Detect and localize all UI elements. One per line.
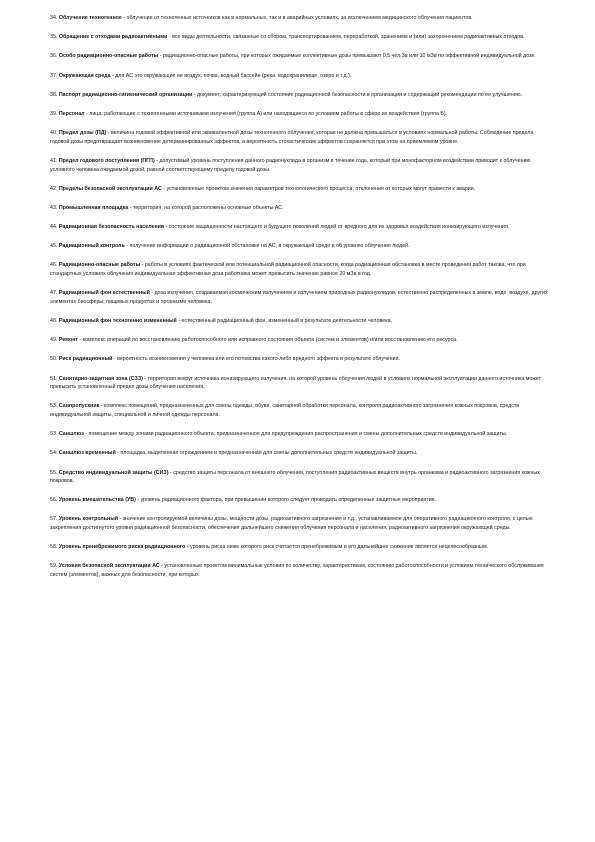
entry-definition: - средство защиты персонала от внешнего облучения, поступления радиоактивных веществ внутрь организма и радиоактивного загрязнения кожных покровов.: [50, 469, 540, 485]
entry-term: Уровень вмешательства (УВ): [58, 497, 136, 504]
entry-term: Радиационно-опасные работы: [58, 262, 141, 269]
entry-definition: - все виды деятельности, связанные со сбором, транспортированием, переработкой, хранением и (или) захоронением радиоактивных отходов.: [167, 34, 525, 41]
entry-number: 57.: [50, 516, 58, 523]
entry-number: 48.: [50, 318, 58, 324]
entry-number: 56.: [50, 497, 58, 504]
entry-definition: - установленные проектом минимальные условия по количеству, характеристикам, состоянию работоспособности и условиям технического обслуживания систем (элементов), важных для безопасности, при которых: [50, 563, 544, 579]
definition-entry: [50, 223, 554, 232]
entry-term: Предел дозы (ПД): [58, 130, 107, 137]
entry-term: Радиационная безопасность населения: [58, 224, 164, 231]
definition-entry: [50, 543, 554, 552]
definition-entry: [50, 72, 554, 81]
definition-entry: [50, 562, 554, 579]
definition-entry: [50, 496, 554, 505]
entry-definition: - вероятность возникновения у человека или его потомства какого-либо вредного эффекта в результате облучения.: [112, 356, 400, 363]
entry-number: 45.: [50, 243, 58, 250]
entry-term: Пределы безопасной эксплуатации АС: [58, 185, 162, 192]
entry-term: Уровень контрольный: [58, 516, 119, 523]
definition-entry: [50, 261, 554, 278]
entry-number: 37.: [50, 72, 58, 79]
entry-definition: - площадка, выделенная ограждением и предназначенная для смены дополнительных средств индивидуальной защиты.: [115, 450, 418, 457]
entry-term: Радиационный фон естественный: [58, 290, 150, 297]
entry-term: Санитарно-защитная зона (СЗЗ): [58, 375, 143, 382]
entry-term: Обращение с отходами радиоактивными: [58, 34, 168, 41]
entry-term: Саншлюз временный: [58, 450, 116, 457]
document-page: [50, 14, 554, 580]
entry-number: 42.: [50, 185, 58, 192]
entry-definition: - для АС это окружающие ее воздух, почва, водный бассейн (река, водохранилище, озеро и т.д.).: [110, 72, 352, 79]
entry-term: Окружающая среда: [58, 72, 111, 79]
entry-definition: - облучение от техногенных источников как в нормальных, так и в аварийных условиях, за исключением медицинского облучения пациентов.: [121, 15, 473, 21]
entry-number: 35.: [50, 34, 58, 41]
definition-entry: [50, 204, 554, 213]
entry-number: 41.: [50, 157, 58, 164]
entry-number: 39.: [50, 110, 58, 117]
definition-entry: [50, 289, 554, 306]
definition-entry: [50, 402, 554, 419]
entry-term: Персонал: [58, 110, 85, 117]
definition-entry: [50, 33, 554, 42]
entry-term: Облучение техногенное: [58, 15, 122, 21]
entry-definition: - получение информации о радиационной обстановке на АС, в окружающей среде и об уровнях облучения людей.: [124, 243, 410, 250]
entry-definition: - значение контролируемой величины дозы, мощности дозы, радиоактивного загрязнения и т.д., устанавливаемое для оперативного радиационного контроля, с целью закрепления достигнутого уровня радиационной безопасности, обеспечения дальнейшего снижения облучения персонала и населения, радиоактивного загрязнения окружающей среды.: [50, 516, 533, 532]
entry-term: Промышленная площадка: [58, 204, 129, 211]
entry-term: Уровень пренебрежимого риска радиационного: [58, 544, 186, 551]
entry-definition: - комплекс операций по восстановлению работоспособного или исправного состояния объекта (систем и элементов) и/или восстановлению его ресурса.: [78, 337, 458, 344]
entry-term: Условия безопасной эксплуатации АС: [58, 563, 160, 570]
definition-entry: [50, 336, 554, 345]
entry-definition: - работы в условиях фактической или потенциальной радиационной опасности, когда радиационная обстановка в месте проведения работ такова, что при стандартных условиях облучения индивидуальная эффективная доза работника может превысить значение равное 20 мЗв в год.: [50, 262, 526, 278]
entry-term: Ремонт: [58, 337, 79, 344]
entry-term: Санпропускник: [58, 403, 100, 410]
entry-definition: - уровень риска ниже которого риск считается пренебрежимым и его дальнейшее снижение является нецелесообразным.: [185, 544, 489, 551]
entry-number: 59.: [50, 563, 58, 570]
entry-number: 58.: [50, 544, 58, 551]
definition-entry: [50, 91, 554, 100]
entry-definition: - состояние защищенности настоящего и будущего поколений людей от вредного для их здоровья воздействия ионизирующего излучения.: [164, 224, 510, 231]
entry-term: Радиационный контроль: [58, 243, 125, 250]
entry-definition: - помещение между зонами радиационного объекта, предназначенное для предупреждения распространения и смены дополнительных средств индивидуальной защиты.: [83, 431, 508, 438]
definition-entry: [50, 515, 554, 532]
entry-definition: - уровень радиационного фактора, при превышении которого следует проводить определенные защитные мероприятия.: [135, 497, 437, 504]
definition-entry: [50, 110, 554, 119]
entry-number: 51.: [50, 375, 58, 382]
entry-term: Предел годового поступления (ПГП): [58, 157, 155, 164]
entry-number: 47.: [50, 290, 58, 297]
entry-definition: - комплекс помещений, предназначенных для смены одежды, обуви, санитарной обработки персонала, контроля радиоактивного загрязнения кожных покровов, средств индивидуальной защиты, специальной и личной одежды персонала.: [50, 403, 520, 418]
entry-number: 55.: [50, 469, 58, 476]
entry-number: 54.: [50, 450, 58, 457]
entry-number: 36.: [50, 53, 58, 60]
definition-entry: [50, 449, 554, 458]
entry-term: Радиационный фон техногенно измененный: [58, 318, 177, 324]
entry-definition: - доза излучения, создаваемая космическим излучением и излучением природных радионуклидов, естественно распределенных в земле, воде, воздухе, других элементах биосферы, пищевых продуктах и организме человека.: [50, 290, 548, 305]
definition-entry: [50, 185, 554, 194]
entry-term: Саншлюз: [58, 431, 84, 438]
entry-number: 40.: [50, 130, 58, 137]
entry-number: 53.: [50, 403, 58, 410]
entry-definition: - территория вокруг источника ионизирующего излучения, на которой уровень облучения людей в условиях нормальной эксплуатации данного источника может превысить установленный предел дозы облучения населения.: [50, 375, 542, 391]
definition-entry: [50, 469, 554, 486]
definition-entry: [50, 14, 554, 23]
entry-number: 49.: [50, 337, 58, 344]
entry-number: 34.: [50, 15, 58, 21]
entry-number: 44.: [50, 224, 58, 231]
entry-definition: - лица, работающие с техногенными источниками излучения (группа А) или находящиеся по условиям работы в сфере их воздействия (группа Б).: [84, 110, 448, 117]
definition-entry: [50, 317, 554, 326]
definition-entry: [50, 129, 554, 146]
entry-definition: - естественный радиационный фон, измененный в результате деятельности человека.: [176, 318, 393, 324]
entry-definition: - радиационно-опасные работы, при которых ожидаемые коллективные дозы превышают 0,5 чел.Зв или 10 мЗв по эффективной индивидуальной дозе.: [158, 53, 536, 60]
definition-entry: [50, 157, 554, 174]
entry-definition: - величина годовой эффективной или эквивалентной дозы техногенного облучения, которая не должна превышаться в условиях нормальной работы. Соблюдение предела годовой дозы предотвращает возникновение детерминированных эффектов, а вероятность стохастических эффектов сохраняется при этом на приемлемом уровне.: [50, 130, 534, 145]
definition-entry: [50, 430, 554, 439]
definition-entry: [50, 52, 554, 61]
entry-definition: - установленные проектом значения параметров технологического процесса, отклонения от которых могут привести к аварии.: [161, 185, 476, 192]
entry-definition: - допустимый уровень поступления данного радионуклида в организм в течение года, который при монофакторном воздействии приводит к облучению условного человека ожидаемой дозой, равной соответствующему пределу годовой дозы.: [50, 157, 531, 173]
definition-entry: [50, 242, 554, 251]
entry-definition: - территория, на которой расположены основные объекты АС.: [128, 204, 284, 211]
entry-term: Особо радиационно-опасные работы: [58, 53, 159, 60]
definition-entry: [50, 355, 554, 364]
entry-term: Средство индивидуальной защиты (СИЗ): [58, 469, 169, 476]
definition-entry: [50, 375, 554, 392]
entry-number: 38.: [50, 91, 58, 98]
entry-term: Риск радиационный: [58, 356, 113, 363]
entry-number: 46.: [50, 262, 58, 269]
entry-number: 50.: [50, 356, 58, 363]
entry-number: 43.: [50, 204, 58, 211]
entry-number: 53.: [50, 431, 58, 438]
entry-term: Паспорт радиационно-гигиенический организации: [58, 91, 193, 98]
entry-definition: - документ, характеризующий состояние радиационной безопасности в организации и содержащий рекомендации по ее улучшению.: [192, 91, 523, 98]
